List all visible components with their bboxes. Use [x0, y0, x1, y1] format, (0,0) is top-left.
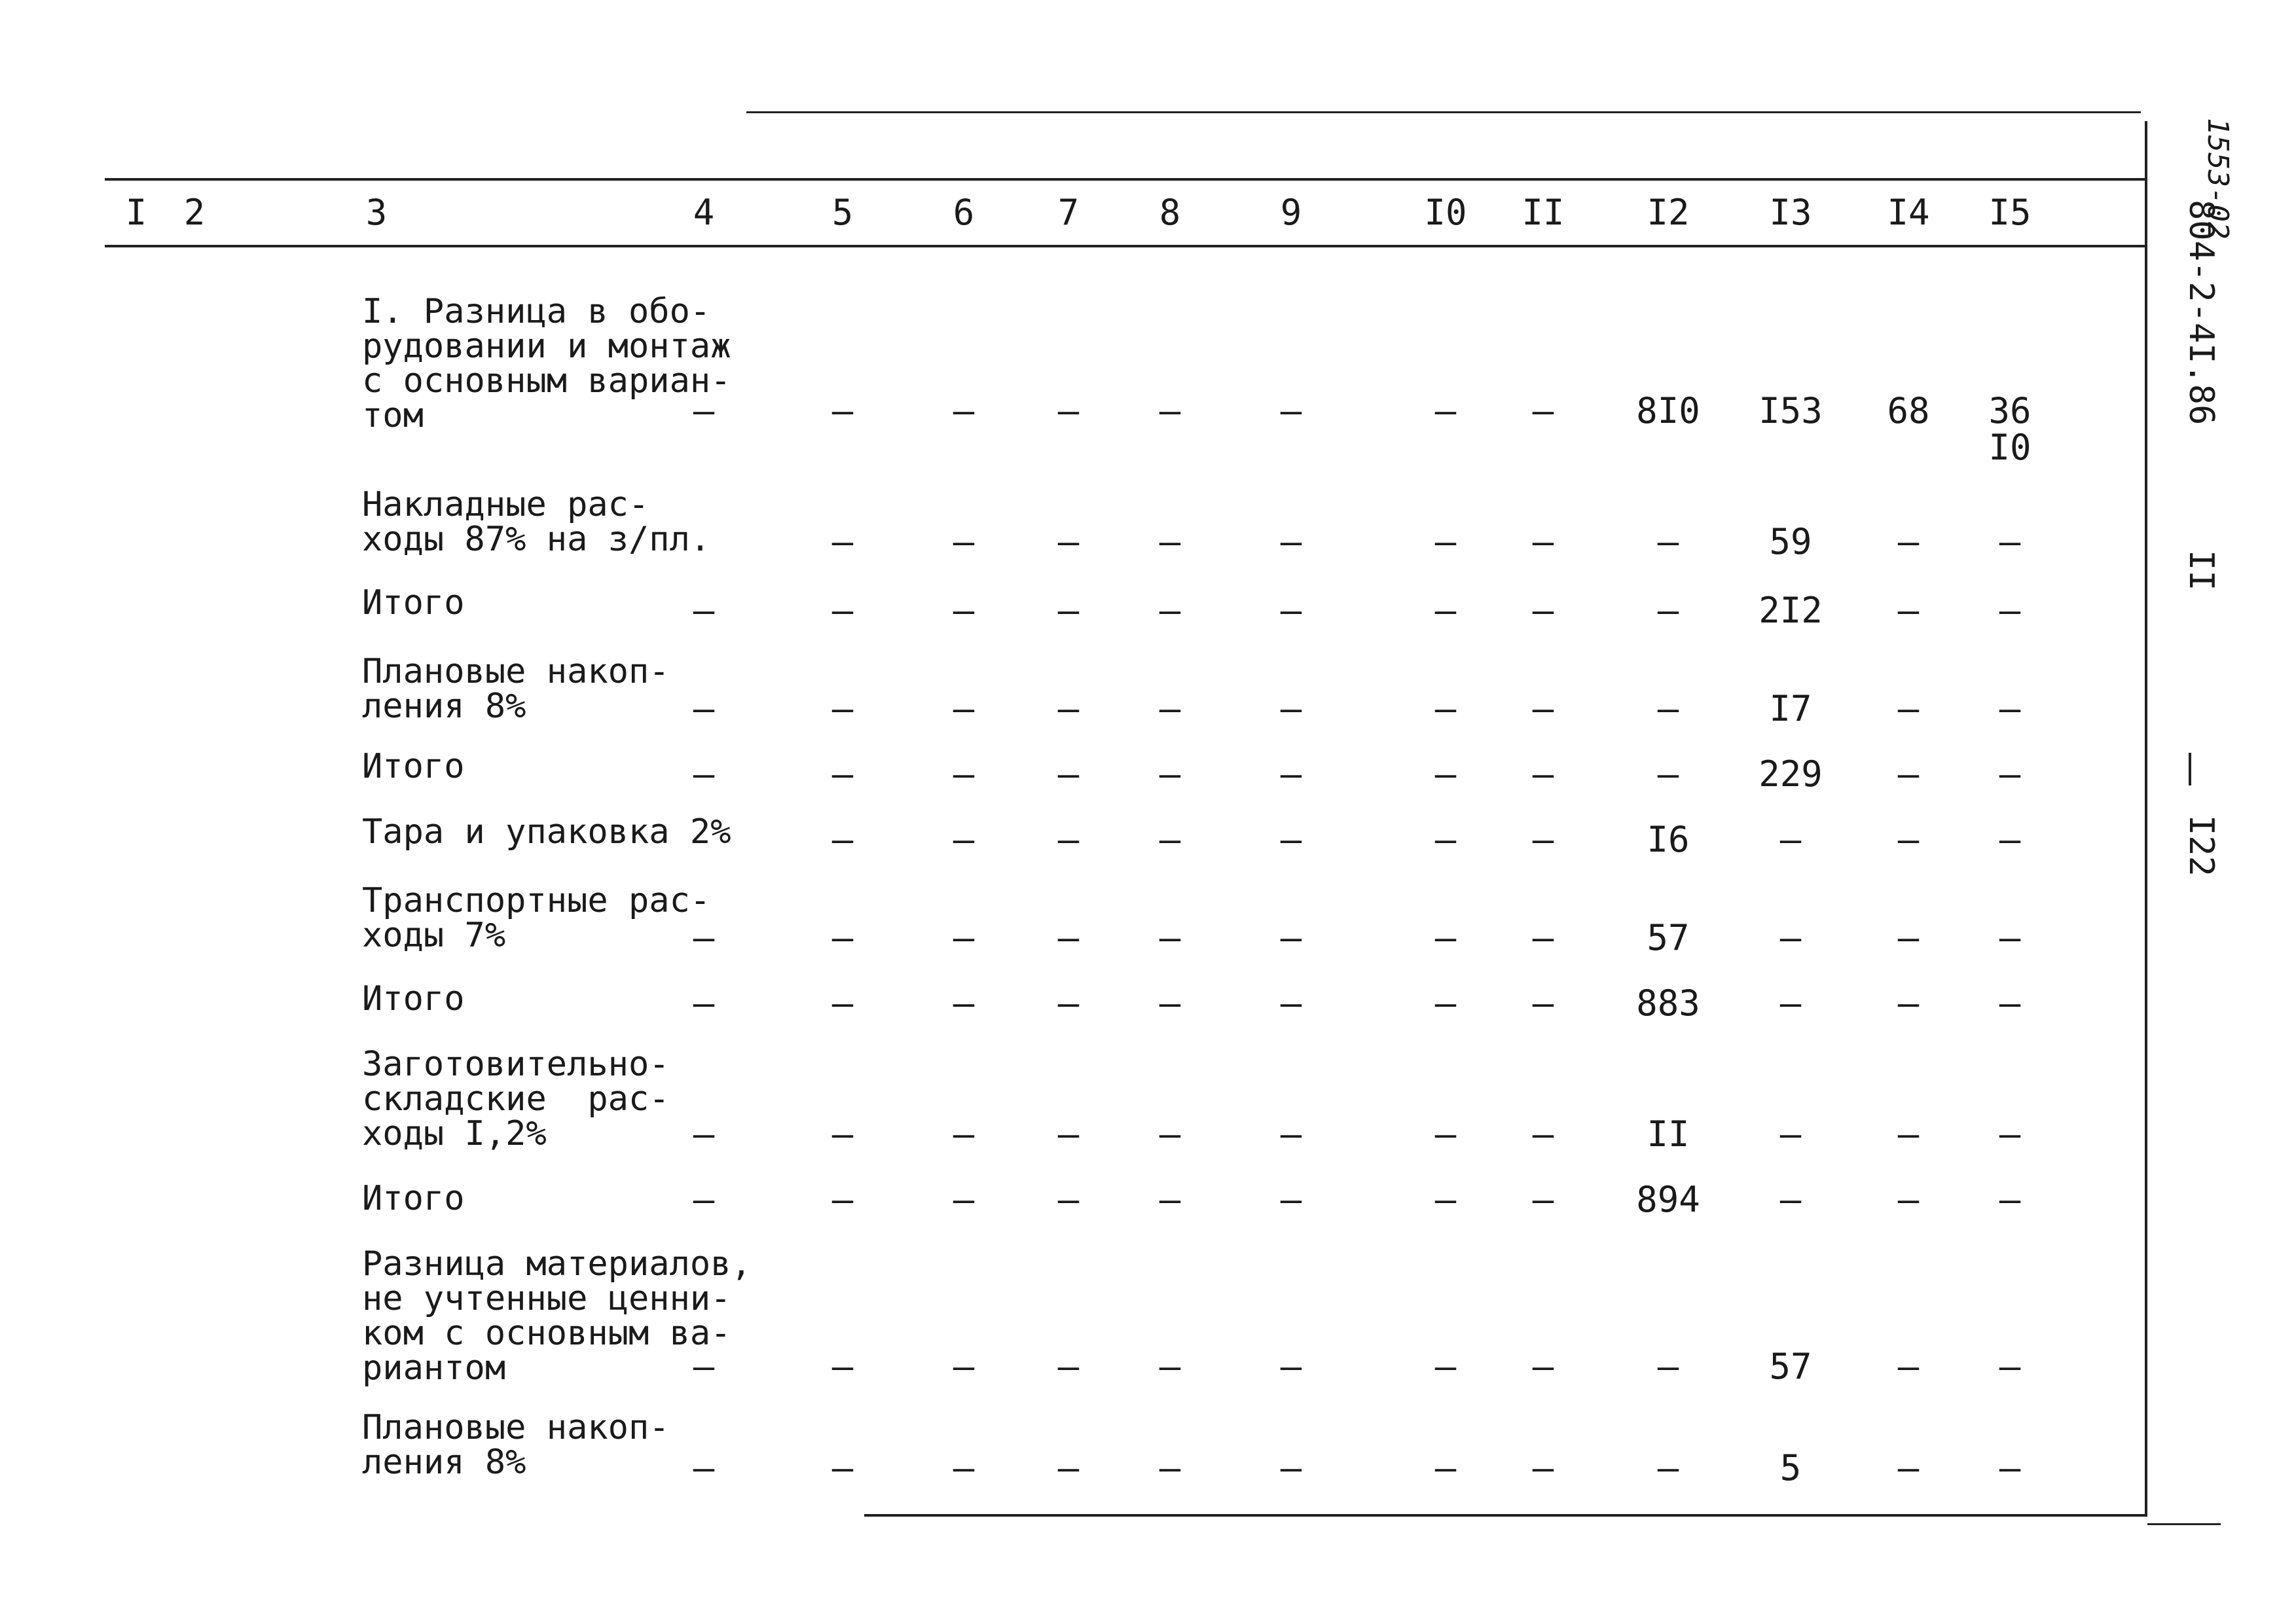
table-cell: –	[1532, 1346, 1554, 1387]
table-cell: –	[1434, 1346, 1457, 1387]
table-cell: –	[1280, 1447, 1302, 1489]
album-number: II	[2181, 550, 2221, 591]
table-cell: –	[831, 688, 854, 729]
column-number-7: 7	[1057, 192, 1080, 233]
column-number-8: 8	[1159, 192, 1181, 233]
table-cell: –	[1532, 917, 1554, 958]
table-cell: –	[953, 819, 975, 860]
table-cell: –	[1897, 819, 1920, 860]
right-bottom-tick	[2147, 1523, 2221, 1525]
table-cell: –	[1280, 753, 1302, 795]
page-number: I22	[2181, 815, 2221, 876]
table-cell: –	[953, 390, 975, 431]
table-cell: –	[1897, 753, 1920, 795]
table-cell: 57	[1769, 1346, 1812, 1387]
table-cell: I7	[1769, 688, 1812, 729]
table-cell: –	[1159, 590, 1181, 631]
table-cell: –	[831, 753, 854, 795]
table-cell: –	[953, 1447, 975, 1489]
column-number-10: I0	[1424, 192, 1467, 233]
table-cell: –	[1434, 917, 1457, 958]
table-cell: –	[1434, 521, 1457, 562]
column-number-9: 9	[1280, 192, 1302, 233]
table-cell: –	[1280, 390, 1302, 431]
row-label: Накладные рас- ходы 87% на з/пл.	[362, 485, 711, 559]
table-cell: –	[1057, 1179, 1080, 1220]
table-cell: 8I0	[1636, 390, 1700, 431]
table-cell: I6	[1647, 819, 1690, 860]
bottom-rule	[864, 1514, 2147, 1517]
table-cell: I53	[1758, 390, 1823, 431]
table-cell: –	[1057, 917, 1080, 958]
header-top-rule	[105, 178, 2146, 181]
table-cell: –	[1897, 1447, 1920, 1489]
table-cell: –	[1897, 1179, 1920, 1220]
table-cell: –	[1434, 1447, 1457, 1489]
table-cell: –	[1434, 1113, 1457, 1155]
right-frame-line	[2145, 121, 2147, 1515]
table-cell: –	[1159, 917, 1181, 958]
table-cell: 57	[1647, 917, 1690, 958]
column-number-13: I3	[1769, 192, 1812, 233]
doc-code: 804-2-4I.86	[2181, 200, 2221, 425]
table-cell: –	[1159, 1179, 1181, 1220]
table-cell: –	[1999, 688, 2021, 729]
table-cell: –	[1897, 688, 1920, 729]
table-cell: –	[1532, 1179, 1554, 1220]
table-cell: –	[1532, 590, 1554, 631]
table-cell: –	[831, 1179, 854, 1220]
column-number-14: I4	[1887, 192, 1930, 233]
table-cell: II	[1647, 1113, 1690, 1155]
table-cell: –	[693, 390, 715, 431]
table-cell: –	[693, 1113, 715, 1155]
table-cell: –	[1280, 1346, 1302, 1387]
row-label: Заготовительно- складские рас- ходы I,2%	[362, 1045, 670, 1153]
table-cell: 59	[1769, 521, 1812, 562]
table-cell: –	[1532, 753, 1554, 795]
table-cell: –	[1657, 1346, 1679, 1387]
table-cell: –	[1057, 590, 1080, 631]
table-cell: –	[1057, 753, 1080, 795]
table-cell: –	[1434, 590, 1457, 631]
table-cell: –	[1779, 1113, 1802, 1155]
row-label: Разница материалов, не учтенные ценни- ком с основным ва- риантом	[362, 1244, 752, 1388]
table-cell: –	[953, 590, 975, 631]
table-cell: –	[1280, 688, 1302, 729]
table-cell: –	[1057, 1447, 1080, 1489]
table-cell: –	[1280, 521, 1302, 562]
table-cell: –	[1532, 1447, 1554, 1489]
table-cell: –	[1999, 983, 2021, 1024]
table-cell: –	[1999, 1346, 2021, 1387]
table-cell: –	[831, 1346, 854, 1387]
table-cell: –	[1532, 521, 1554, 562]
table-cell: –	[1897, 590, 1920, 631]
row-label: Итого	[362, 583, 465, 623]
table-cell: –	[693, 1346, 715, 1387]
table-cell: –	[1057, 390, 1080, 431]
table-cell: –	[1159, 521, 1181, 562]
table-cell: –	[1999, 590, 2021, 631]
table-cell: –	[953, 983, 975, 1024]
table-cell: –	[1280, 1113, 1302, 1155]
table-cell: 68	[1887, 390, 1930, 431]
row-label: Плановые накоп- ления 8%	[362, 1408, 670, 1482]
table-cell: –	[1999, 1113, 2021, 1155]
table-cell: –	[1434, 819, 1457, 860]
table-cell: –	[831, 983, 854, 1024]
page-separator-dash	[2189, 753, 2191, 785]
table-cell: –	[693, 917, 715, 958]
table-cell: –	[1057, 688, 1080, 729]
table-cell: –	[1897, 917, 1920, 958]
table-cell: –	[953, 688, 975, 729]
table-cell: –	[1657, 1447, 1679, 1489]
table-cell: –	[693, 753, 715, 795]
table-cell: –	[1999, 521, 2021, 562]
table-cell: –	[1999, 1447, 2021, 1489]
table-cell: –	[1159, 1113, 1181, 1155]
table-cell: –	[1280, 590, 1302, 631]
table-cell: 229	[1758, 753, 1823, 795]
table-cell: 36 I0	[1988, 390, 2032, 468]
table-cell: –	[1999, 753, 2021, 795]
table-cell: –	[1434, 753, 1457, 795]
table-cell: –	[693, 1179, 715, 1220]
table-cell: –	[693, 1447, 715, 1489]
table-cell: –	[1057, 983, 1080, 1024]
table-cell: –	[1159, 390, 1181, 431]
column-number-12: I2	[1647, 192, 1690, 233]
table-cell: –	[1897, 983, 1920, 1024]
column-number-4: 4	[693, 192, 715, 233]
row-label: Итого	[362, 747, 465, 786]
table-cell: –	[953, 1346, 975, 1387]
table-cell: –	[1280, 1179, 1302, 1220]
table-cell: –	[1779, 1179, 1802, 1220]
table-cell: –	[953, 1113, 975, 1155]
table-cell: –	[831, 917, 854, 958]
table-cell: –	[1532, 1113, 1554, 1155]
column-number-11: II	[1522, 192, 1565, 233]
row-label: Итого	[362, 979, 465, 1019]
table-cell: –	[831, 390, 854, 431]
table-cell: –	[1434, 390, 1457, 431]
table-cell: –	[1779, 819, 1802, 860]
table-cell: –	[831, 819, 854, 860]
column-number-6: 6	[953, 192, 975, 233]
table-cell: –	[1657, 590, 1679, 631]
table-cell: –	[1434, 983, 1457, 1024]
table-cell: –	[1159, 819, 1181, 860]
column-number-5: 5	[831, 192, 854, 233]
row-label: Тара и упаковка 2%	[362, 812, 731, 852]
table-cell: –	[1532, 983, 1554, 1024]
table-cell: –	[1057, 1346, 1080, 1387]
table-cell: –	[1057, 1113, 1080, 1155]
table-cell: –	[831, 521, 854, 562]
table-cell: 894	[1636, 1179, 1700, 1220]
table-cell: –	[1532, 688, 1554, 729]
header-bottom-rule	[105, 245, 2146, 247]
column-number-15: I5	[1988, 192, 2032, 233]
table-cell: –	[953, 917, 975, 958]
table-cell: –	[1280, 819, 1302, 860]
stamp-number: 1553-02	[2201, 118, 2234, 240]
table-cell: –	[831, 590, 854, 631]
table-cell: –	[1999, 819, 2021, 860]
table-cell: –	[1532, 390, 1554, 431]
table-cell: –	[1779, 917, 1802, 958]
table-cell: –	[1897, 1113, 1920, 1155]
table-cell: –	[1657, 521, 1679, 562]
table-cell: –	[953, 1179, 975, 1220]
table-cell: –	[1159, 983, 1181, 1024]
table-cell: –	[1159, 753, 1181, 795]
table-cell: –	[1532, 819, 1554, 860]
table-cell: –	[693, 688, 715, 729]
table-cell: 883	[1636, 983, 1700, 1024]
table-cell: –	[1280, 983, 1302, 1024]
table-cell: –	[1657, 753, 1679, 795]
table-cell: –	[1999, 1179, 2021, 1220]
table-cell: –	[1897, 1346, 1920, 1387]
column-number-1: I	[125, 192, 147, 233]
table-cell: –	[1657, 688, 1679, 729]
row-label: Транспортные рас- ходы 7%	[362, 881, 711, 955]
table-cell: –	[831, 1447, 854, 1489]
column-number-2: 2	[183, 192, 206, 233]
table-cell: –	[831, 1113, 854, 1155]
table-cell: –	[953, 753, 975, 795]
table-cell: –	[1280, 917, 1302, 958]
table-cell: –	[1159, 1346, 1181, 1387]
table-cell: –	[693, 590, 715, 631]
table-cell: –	[1057, 819, 1080, 860]
table-cell: –	[693, 983, 715, 1024]
top-faint-line	[746, 111, 2141, 113]
table-cell: –	[1159, 688, 1181, 729]
table-cell: –	[1057, 521, 1080, 562]
row-label: Плановые накоп- ления 8%	[362, 652, 670, 726]
table-cell: 2I2	[1758, 590, 1823, 631]
table-cell: –	[953, 521, 975, 562]
table-cell: –	[1779, 983, 1802, 1024]
table-cell: –	[1434, 688, 1457, 729]
row-label: I. Разница в обо- рудовании и монтаж с основным вариан- том	[362, 292, 731, 435]
column-number-3: 3	[365, 192, 388, 233]
table-cell: –	[1897, 521, 1920, 562]
row-label: Итого	[362, 1179, 465, 1218]
table-cell: 5	[1779, 1447, 1802, 1489]
table-cell: –	[1999, 917, 2021, 958]
table-cell: –	[1159, 1447, 1181, 1489]
table-cell: –	[1434, 1179, 1457, 1220]
